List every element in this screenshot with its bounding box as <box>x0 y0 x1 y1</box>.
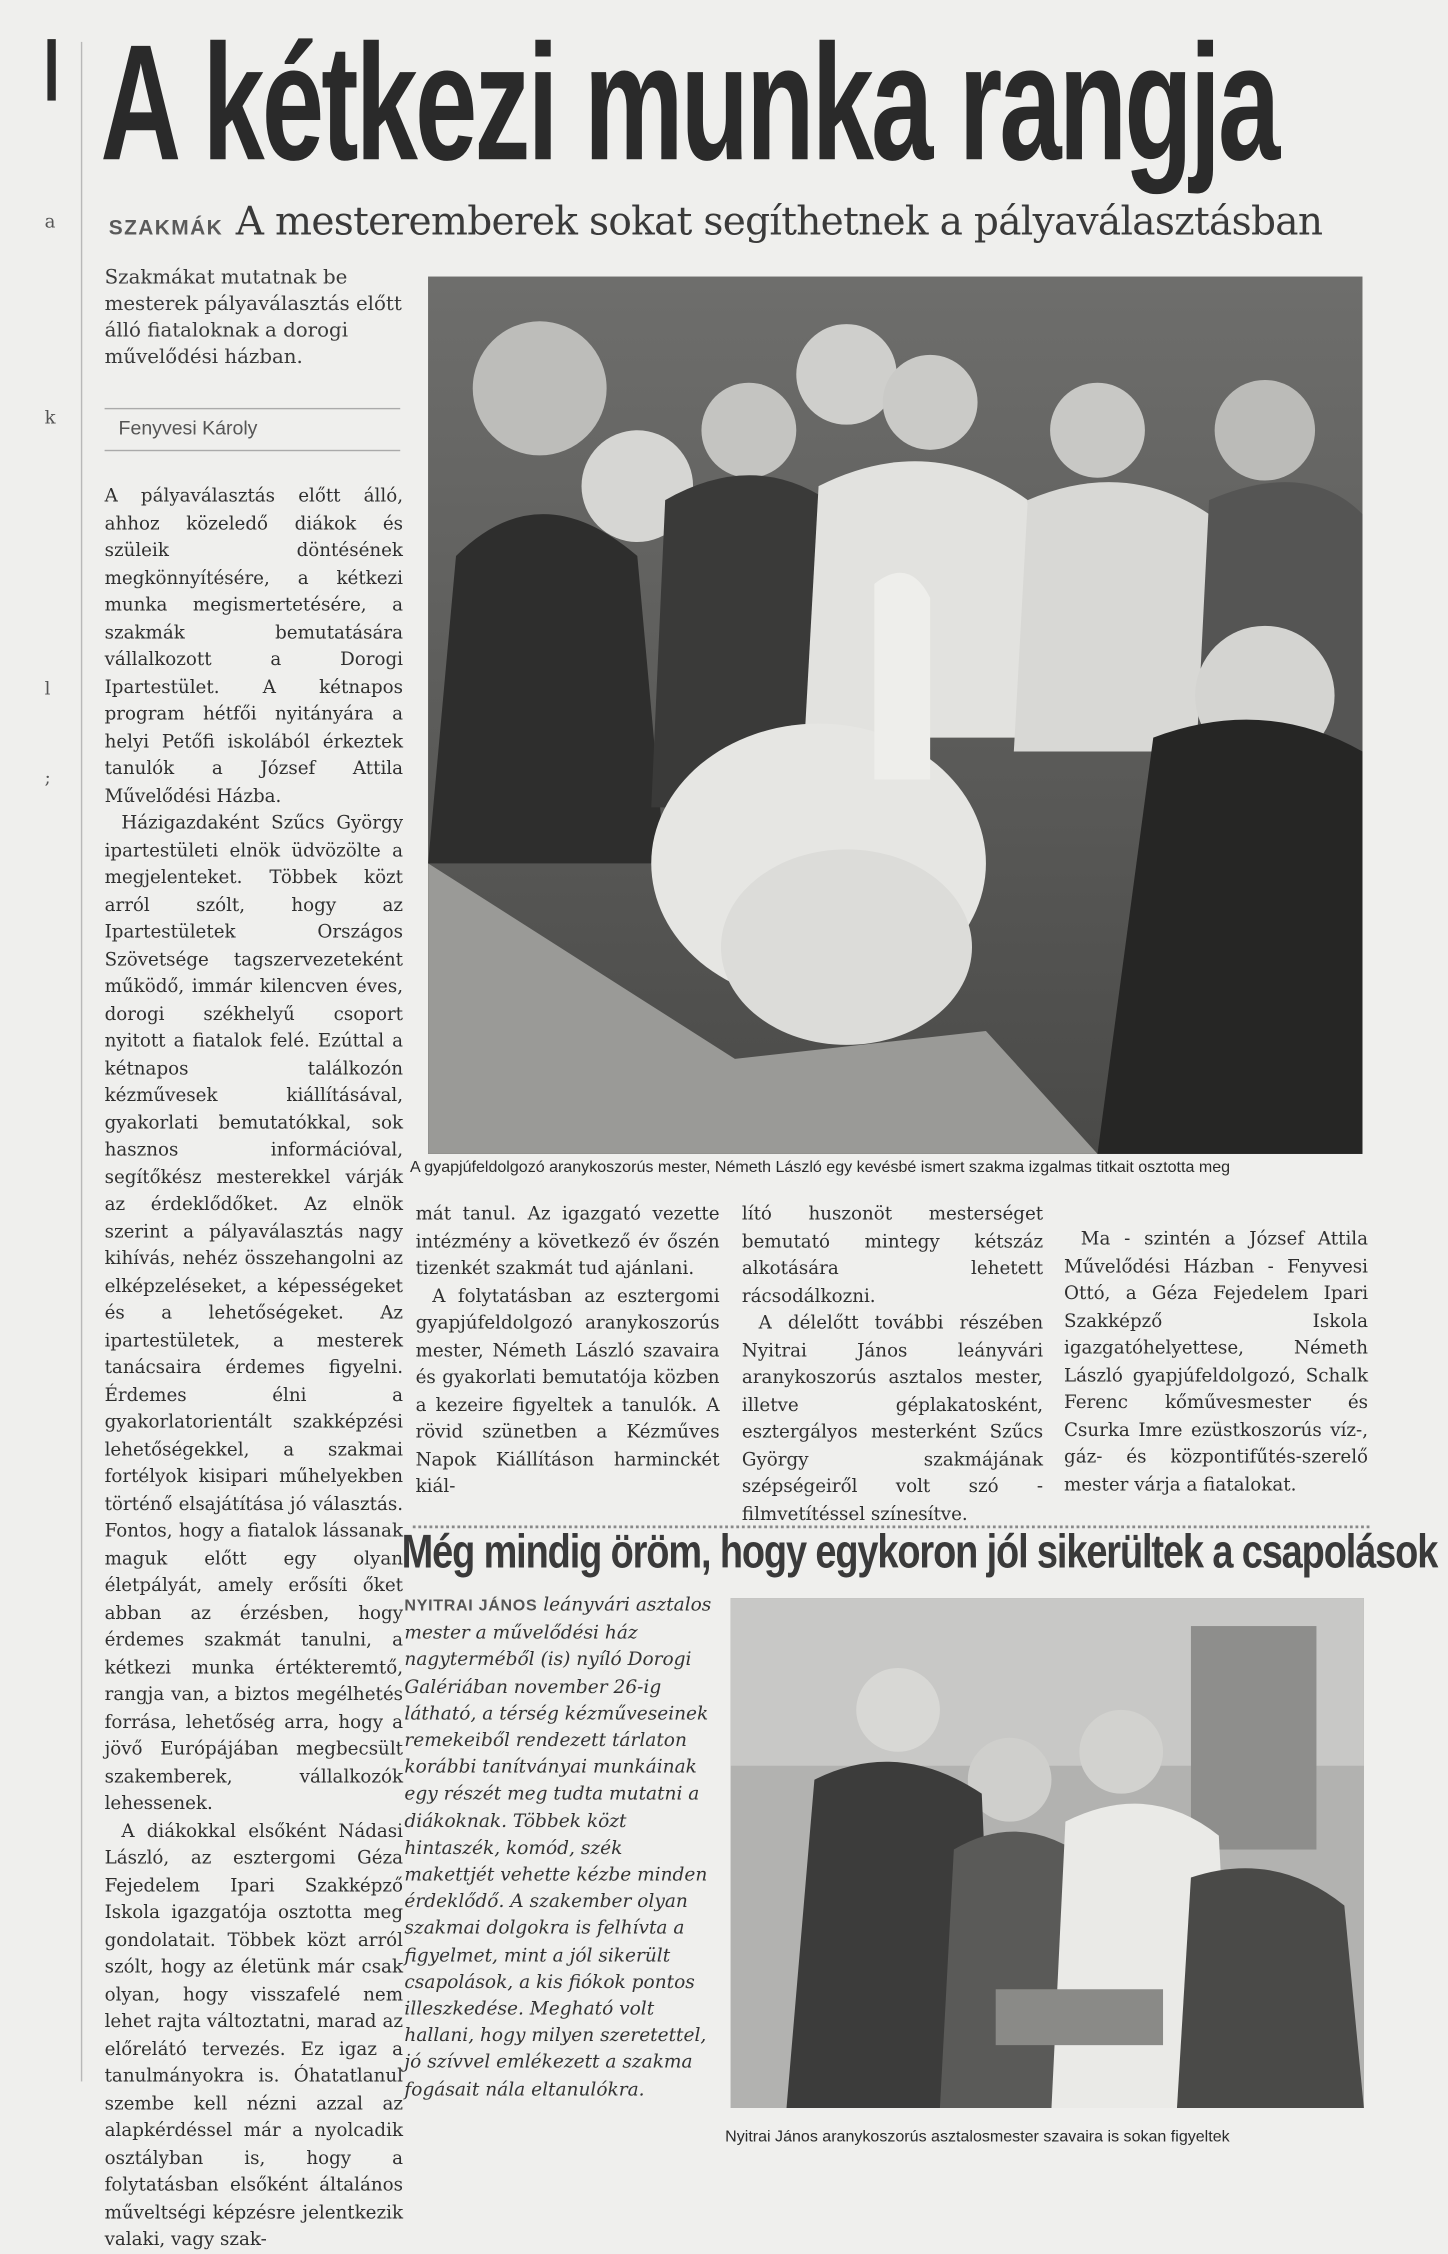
edge-fragment: k <box>44 407 56 429</box>
paragraph: A délelőtt további részében Nyitrai János leányvári aranykoszorús asztalos mester, illetve géplakatosként, esztergályos mesterként Szűcs György szakmájának szépségeiről volt szó - filmvetítéssel színesítve. <box>741 1313 1044 1525</box>
paragraph: Ma - szintén a József Attila Művelődési Házban - Fenyvesi Ottó, a Géza Fejedelem Ipari Szakképző Iskola igazgatóhelyettese, Németh László gyapjúfeldolgozó, Schalk Ferenc kőművesmester és Csurka Imre ezüstkoszorús víz-, gáz- és központifűtés-szerelő mester várja a fiatalokat. <box>1064 1229 1369 1496</box>
sidebar-photo <box>731 1598 1364 2108</box>
article-deck: A mesteremberek sokat segíthetnek a pályaválasztásban <box>235 198 1323 245</box>
paragraph: A folytatásban az esztergomi gyapjúfeldolgozó aranykoszorús mester, Németh László szavaira és gyakorlati bemutatója közben a kezeire figyeltek a tanulók. A rövid szünetben a Kézműves Napok Kiállításon harminckét kiál- <box>415 1285 720 1498</box>
article-lead: Szakmákat mutatnak be mesterek pályaválasztás előtt álló fiataloknak a dorogi művelődési házban. <box>104 266 402 369</box>
article-byline: Fenyvesi Károly <box>118 416 258 439</box>
edge-fragment: l <box>44 678 51 700</box>
main-photo <box>428 277 1362 1154</box>
edge-fragment: a <box>44 212 56 234</box>
article-column-2 <box>416 1201 720 1501</box>
column-divider <box>81 42 82 2082</box>
carpenter-photo-illustration <box>731 1598 1364 2108</box>
sidebar-headline: Még mindig öröm, hogy egykoron jól sikerültek a csapolások <box>401 1525 1438 1579</box>
section-kicker: SZAKMÁK <box>108 216 224 241</box>
paragraph: A diákokkal elsőként Nádasi László, az esztergomi Géza Fejedelem Ipari Szakképző Iskola igazgatója osztotta meg gondolatait. Többek közt arról szólt, hogy az életünk már csak olyan, hogy visszafelé nem lehet rajta változtatni, marad az előrelátó tervezés. Ez igaz a tanulmányokra is. Óhatatlanul szembe kell nézni azzal az alapkérdéssel már a nyolcadik osztályban is, hogy a folytatásban elsőként általános műveltségi képzésre jelentkezik valaki, vagy szak- <box>104 1820 404 2251</box>
article-column-1 <box>105 483 403 2254</box>
sidebar-kicker: NYITRAI JÁNOS <box>404 1598 538 1615</box>
workshop-photo-illustration <box>428 277 1362 1154</box>
byline-rule-top <box>105 408 401 409</box>
paragraph: mát tanul. Az igazgató vezette intézmény a következő év őszén tizenkét szakmát tud ajánlani. <box>415 1204 720 1280</box>
edge-fragment: ; <box>44 768 51 790</box>
article-column-4 <box>1064 1227 1368 1499</box>
paragraph: lító huszonöt mesterséget bemutató mintegy kétszáz alkotására lehetett rácsodálkozni. <box>741 1204 1044 1307</box>
article-subhead <box>109 198 1448 244</box>
paragraph: Házigazdaként Szűcs György ipartestületi elnök üdvözölte a megjelenteket. Többek közt arról szólt, hogy az Ipartestületek Országos Szövetsége tagszervezeteként működő, immár kilencven éves, dorogi székhelyű csoport nyitott a fiatalok felé. Ezúttal a kétnapos találkozón kézművesek kiállításával, gyakorlati bemutatókkal, sok hasznos információval, segítőkész mesterekkel várják az érdeklődőket. Az elnök szerint a pályaválasztás nagy kihívás, nehéz összehangolni az elképzeléseket, a képességeket és a lehetőségeket. Az ipartestületek, a mesterek tanácsaira érdemes figyelni. Érdemes élni a gyakorlatorientált szakképzési lehetőségekkel, a szakmai fortélyok kisipari műhelyekben történő elsajátítása jó választás. Fontos, hogy a fiatalok lássanak maguk előtt egy olyan életpályát, amely erősíti őket abban az érzésben, hogy érdemes szakmát tanulni, a kétkezi munka értékteremtő, rangja van, a biztos megélhetés forrása, lehetőség arra, hogy a jövő Európájában megbecsült szakemberek, vállalkozók lehessenek. <box>104 813 404 1815</box>
paragraph: A pályaválasztás előtt álló, ahhoz közeledő diákok és szüleik döntésének megkönnyítésére, a kétkezi munka megismertetésére, a szakmák bemutatására vállalkozott a Dorogi Ipartestület. A kétnapos program hétfői nyitányára a helyi Petőfi iskolából érkeztek tanulók a József Attila Művelődési Házba. <box>104 486 404 807</box>
byline-rule-bottom <box>105 450 401 451</box>
article-column-3 <box>742 1201 1043 1528</box>
article-headline: A kétkezi munka rangja <box>100 11 1278 196</box>
sidebar-text <box>404 1593 714 2104</box>
sidebar-body: leányvári asztalos mester a művelődési ház nagyterméből (is) nyíló Dorogi Galériában november 26-ig látható, a térség kézműveseinek remekeiből rendezett tárlaton korábbi tanítványai munkáinak egy részét meg tudta mutatni a diákoknak. Többek közt hintaszék, komód, szék makettjét vehette kézbe minden érdeklődő. A szakember olyan szakmai dolgokra is felhívta a figyelmet, mint a jól sikerült csapolások, a kis fiókok pontos illeszkedése. Megható volt hallani, hogy milyen szeretettel, jó szívvel emlékezett a szakma fogásait nála eltanulókra. <box>404 1595 712 2101</box>
main-photo-caption: A gyapjúfeldolgozó aranykoszorús mester, Németh László egy kevésbé ismert szakma izgalmas titkait osztotta meg <box>409 1159 1231 1177</box>
sidebar-photo-caption: Nyitrai János aranykoszorús asztalosmester szavaira is sokan figyeltek <box>725 2128 1230 2146</box>
page-edge-mark <box>47 39 55 100</box>
